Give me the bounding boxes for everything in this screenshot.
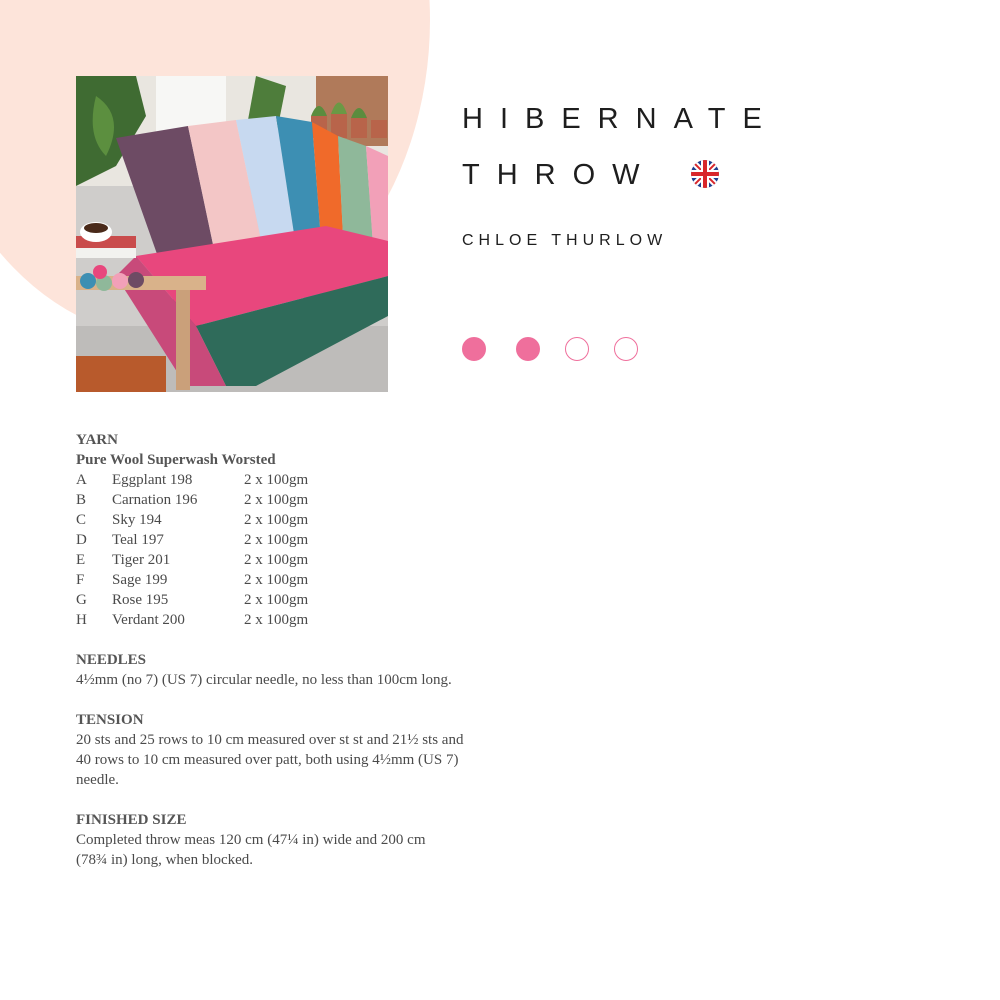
designer-name: CHLOE THURLOW — [462, 232, 668, 249]
yarn-heading: YARN — [76, 432, 118, 448]
yarn-brand: Pure Wool Superwash Worsted — [76, 452, 276, 468]
needles-heading: NEEDLES — [76, 652, 147, 668]
tension-section — [76, 710, 496, 790]
yarn-list — [76, 470, 496, 630]
yarn-row — [76, 610, 496, 630]
yarn-quantity: 2 x 100gm — [244, 472, 309, 488]
yarn-color-name: Sage 199 — [112, 572, 168, 588]
yarn-quantity: 2 x 100gm — [244, 492, 309, 508]
difficulty-dot-filled — [462, 337, 486, 361]
needles-text: 4½mm (no 7) (US 7) circular needle, no less than 100cm long. — [76, 672, 452, 688]
uk-flag-icon — [691, 160, 719, 188]
tension-line: 20 sts and 25 rows to 10 cm measured over st st and 21½ sts and — [76, 732, 464, 748]
yarn-color-name: Verdant 200 — [112, 612, 185, 628]
yarn-color-name: Eggplant 198 — [112, 472, 193, 488]
yarn-row — [76, 490, 496, 510]
yarn-code: E — [76, 552, 86, 568]
yarn-color-name: Rose 195 — [112, 592, 169, 608]
yarn-color-name: Carnation 196 — [112, 492, 198, 508]
yarn-quantity: 2 x 100gm — [244, 572, 309, 588]
yarn-code: H — [76, 612, 87, 628]
yarn-code: B — [76, 492, 87, 508]
yarn-row — [76, 550, 496, 570]
yarn-code: A — [76, 472, 87, 488]
yarn-quantity: 2 x 100gm — [244, 532, 309, 548]
tension-line: needle. — [76, 772, 119, 788]
yarn-code: C — [76, 512, 87, 528]
yarn-code: D — [76, 532, 87, 548]
yarn-quantity: 2 x 100gm — [244, 512, 309, 528]
yarn-section — [76, 430, 496, 630]
yarn-row — [76, 590, 496, 610]
throw-photo — [76, 76, 388, 392]
yarn-row — [76, 570, 496, 590]
difficulty-dot-filled — [516, 337, 540, 361]
yarn-code: G — [76, 592, 87, 608]
finished-size-section — [76, 810, 496, 870]
tension-line: 40 rows to 10 cm measured over patt, both using 4½mm (US 7) — [76, 752, 459, 768]
finished-size-line: Completed throw meas 120 cm (47¼ in) wide and 200 cm — [76, 832, 426, 848]
yarn-quantity: 2 x 100gm — [244, 592, 309, 608]
pattern-title-line-1: HIBERNATE — [462, 103, 779, 135]
difficulty-dot-empty — [565, 337, 589, 361]
pattern-specs — [76, 430, 496, 870]
yarn-color-name: Teal 197 — [112, 532, 164, 548]
finished-size-heading: FINISHED SIZE — [76, 812, 187, 828]
yarn-color-name: Sky 194 — [112, 512, 162, 528]
yarn-color-name: Tiger 201 — [112, 552, 171, 568]
yarn-code: F — [76, 572, 85, 588]
needles-section — [76, 650, 496, 690]
tension-heading: TENSION — [76, 712, 144, 728]
pattern-title-line-2: THROW — [462, 159, 657, 191]
difficulty-dot-empty — [614, 337, 638, 361]
yarn-row — [76, 510, 496, 530]
yarn-row — [76, 530, 496, 550]
yarn-quantity: 2 x 100gm — [244, 612, 309, 628]
yarn-quantity: 2 x 100gm — [244, 552, 309, 568]
finished-size-line: (78¾ in) long, when blocked. — [76, 852, 254, 868]
yarn-row — [76, 470, 496, 490]
